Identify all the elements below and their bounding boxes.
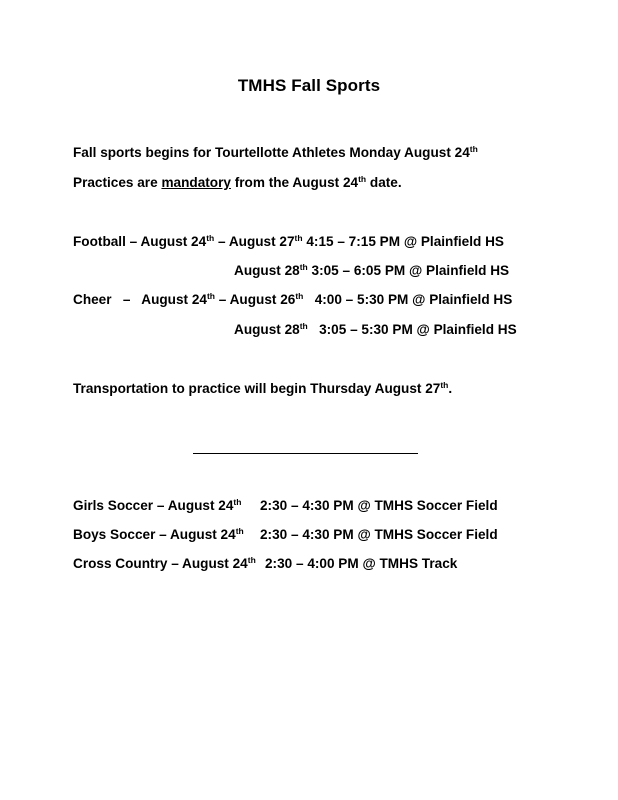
transportation-line bbox=[73, 380, 452, 398]
schedule-label: Girls Soccer – August 24 bbox=[73, 498, 234, 513]
section-divider bbox=[193, 453, 418, 454]
ordinal-suffix: th bbox=[440, 380, 449, 390]
transportation-text: Transportation to practice will begin Thursday August 27 bbox=[73, 381, 441, 396]
football-row-2 bbox=[234, 262, 509, 280]
intro-mandatory-post: date. bbox=[366, 175, 402, 190]
transportation-period: . bbox=[448, 381, 453, 396]
football-row-1 bbox=[73, 233, 504, 251]
intro-start-text: Fall sports begins for Tourtellotte Athletes Monday August 24 bbox=[73, 145, 470, 160]
football-time-1: 4:15 – 7:15 PM @ Plainfield HS bbox=[302, 234, 504, 249]
intro-mandatory-mid: from the August 24 bbox=[230, 175, 359, 190]
schedule-time: 2:30 – 4:30 PM @ TMHS Soccer Field bbox=[260, 498, 498, 513]
cheer-end-date: – August 26 bbox=[215, 292, 296, 307]
ordinal-suffix: th bbox=[299, 262, 308, 272]
mandatory-emphasis: mandatory bbox=[161, 175, 231, 190]
cheer-row-2 bbox=[234, 321, 517, 339]
schedule-row-boys-soccer bbox=[73, 526, 498, 544]
ordinal-suffix: th bbox=[295, 291, 304, 301]
football-time-2: 3:05 – 6:05 PM @ Plainfield HS bbox=[307, 263, 510, 278]
schedule-row-cross-country bbox=[73, 555, 458, 573]
cheer-time-1: 4:00 – 5:30 PM @ Plainfield HS bbox=[303, 292, 513, 307]
ordinal-suffix: th bbox=[247, 555, 256, 565]
schedule-label: Cross Country – August 24 bbox=[73, 556, 248, 571]
page-title: TMHS Fall Sports bbox=[237, 76, 381, 95]
ordinal-suffix: th bbox=[299, 321, 308, 331]
cheer-row-1 bbox=[73, 291, 512, 309]
schedule-row-girls-soccer bbox=[73, 497, 498, 515]
intro-mandatory-line bbox=[73, 174, 402, 192]
ordinal-suffix: th bbox=[469, 144, 478, 154]
football-end-date: – August 27 bbox=[214, 234, 295, 249]
cheer-label: Cheer – August 24 bbox=[73, 292, 207, 307]
schedule-time: 2:30 – 4:00 PM @ TMHS Track bbox=[265, 556, 458, 571]
ordinal-suffix: th bbox=[233, 497, 242, 507]
intro-start-line bbox=[73, 144, 478, 162]
schedule-time: 2:30 – 4:30 PM @ TMHS Soccer Field bbox=[260, 527, 498, 542]
intro-mandatory-pre: Practices are bbox=[73, 175, 162, 190]
schedule-label: Boys Soccer – August 24 bbox=[73, 527, 236, 542]
ordinal-suffix: th bbox=[235, 526, 244, 536]
cheer-time-2: 3:05 – 5:30 PM @ Plainfield HS bbox=[307, 322, 517, 337]
football-date-2: August 28 bbox=[234, 263, 300, 278]
ordinal-suffix: th bbox=[206, 291, 215, 301]
football-label: Football – August 24 bbox=[73, 234, 207, 249]
ordinal-suffix: th bbox=[294, 233, 303, 243]
ordinal-suffix: th bbox=[206, 233, 215, 243]
cheer-date-2: August 28 bbox=[234, 322, 300, 337]
ordinal-suffix: th bbox=[358, 174, 367, 184]
